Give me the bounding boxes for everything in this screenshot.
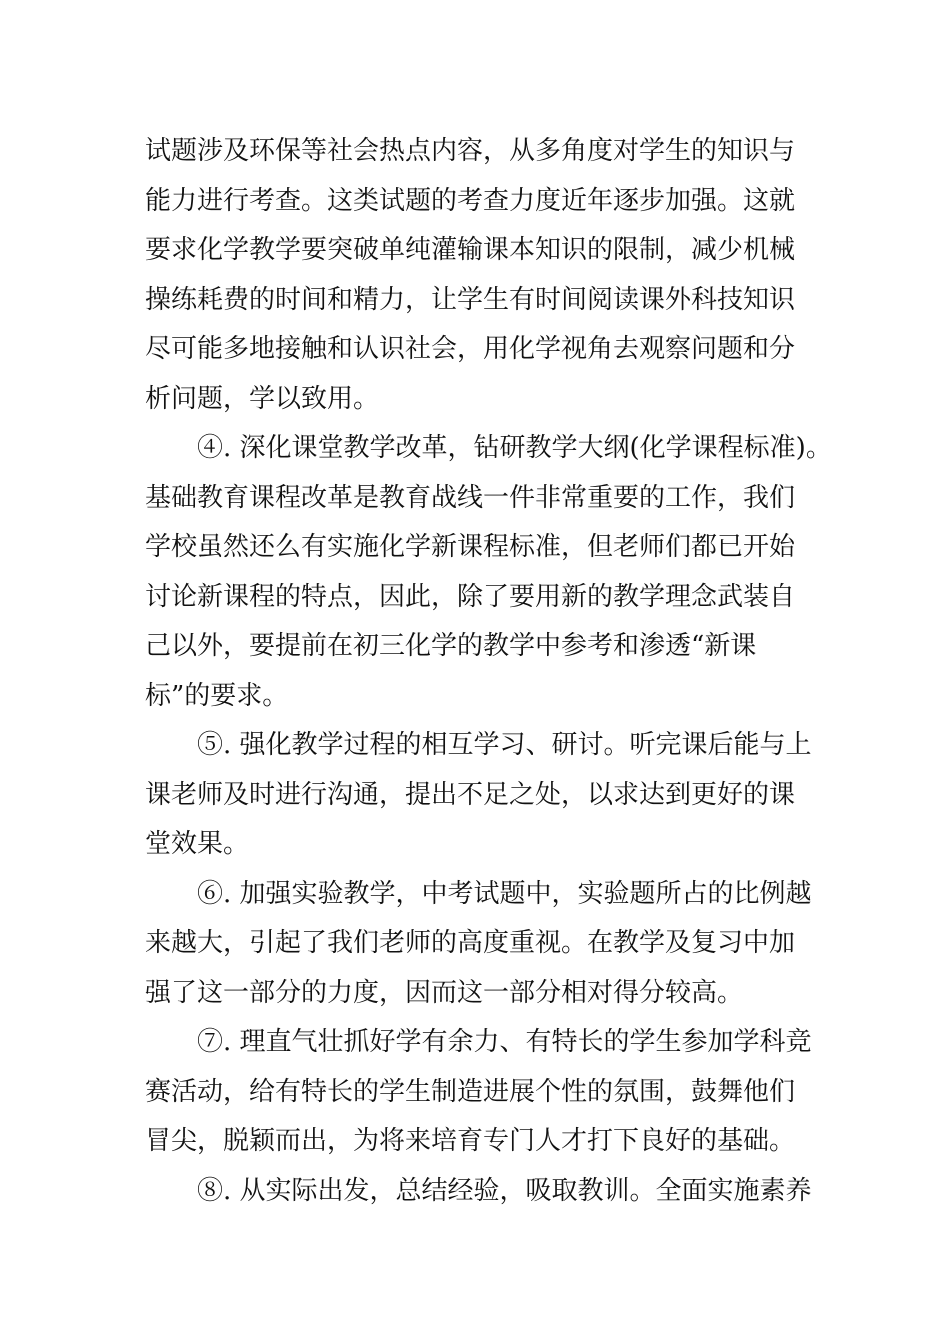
paragraph-start-7: ⑦. 理直气壮抓好学有余力、有特长的学生参加学科竞	[197, 1027, 812, 1057]
text-line: 冒尖，脱颖而出，为将来培育专门人才打下良好的基础。	[145, 1126, 796, 1156]
text-line: 标”的要求。	[145, 680, 289, 711]
text-line: 赛活动，给有特长的学生制造进展个性的氛围，鼓舞他们	[145, 1076, 796, 1107]
paragraph-start-8: ⑧. 从实际出发，总结经验，吸取教训。全面实施素养	[197, 1175, 812, 1206]
paragraph-start-4: ④. 深化课堂教学改革，钻研教学大纲(化学课程标准)。	[197, 433, 832, 463]
paragraph-start-5: ⑤. 强化教学过程的相互学习、研讨。听完课后能与上	[197, 730, 812, 760]
text-line: 析问题，学以致用。	[145, 383, 380, 414]
text-line: 强了这一部分的力度，因而这一部分相对得分较高。	[145, 977, 744, 1008]
text-line: 要求化学教学要突破单纯灌输课本知识的限制，减少机械	[145, 235, 796, 265]
text-line: 基础教育课程改革是教育战线一件非常重要的工作，我们	[145, 482, 796, 513]
text-line: 操练耗费的时间和精力，让学生有时间阅读课外科技知识	[145, 284, 796, 315]
text-line: 堂效果。	[145, 829, 250, 859]
text-line: 试题涉及环保等社会热点内容，从多角度对学生的知识与	[145, 136, 796, 166]
document-body	[145, 127, 832, 1216]
text-line: 讨论新课程的特点，因此，除了要用新的教学理念武装自	[145, 581, 796, 612]
text-line: 尽可能多地接触和认识社会，用化学视角去观察问题和分	[145, 334, 796, 364]
paragraph-start-6: ⑥. 加强实验教学，中考试题中，实验题所占的比例越	[197, 878, 812, 909]
text-line: 能力进行考查。这类试题的考查力度近年逐步加强。这就	[145, 185, 796, 216]
text-line: 来越大，引起了我们老师的高度重视。在教学及复习中加	[145, 928, 796, 958]
text-line: 己以外，要提前在初三化学的教学中参考和渗透“新课	[145, 631, 757, 661]
text-line: 学校虽然还么有实施化学新课程标准，但老师们都已开始	[145, 532, 796, 562]
text-line: 课老师及时进行沟通，提出不足之处，以求达到更好的课	[145, 779, 796, 810]
